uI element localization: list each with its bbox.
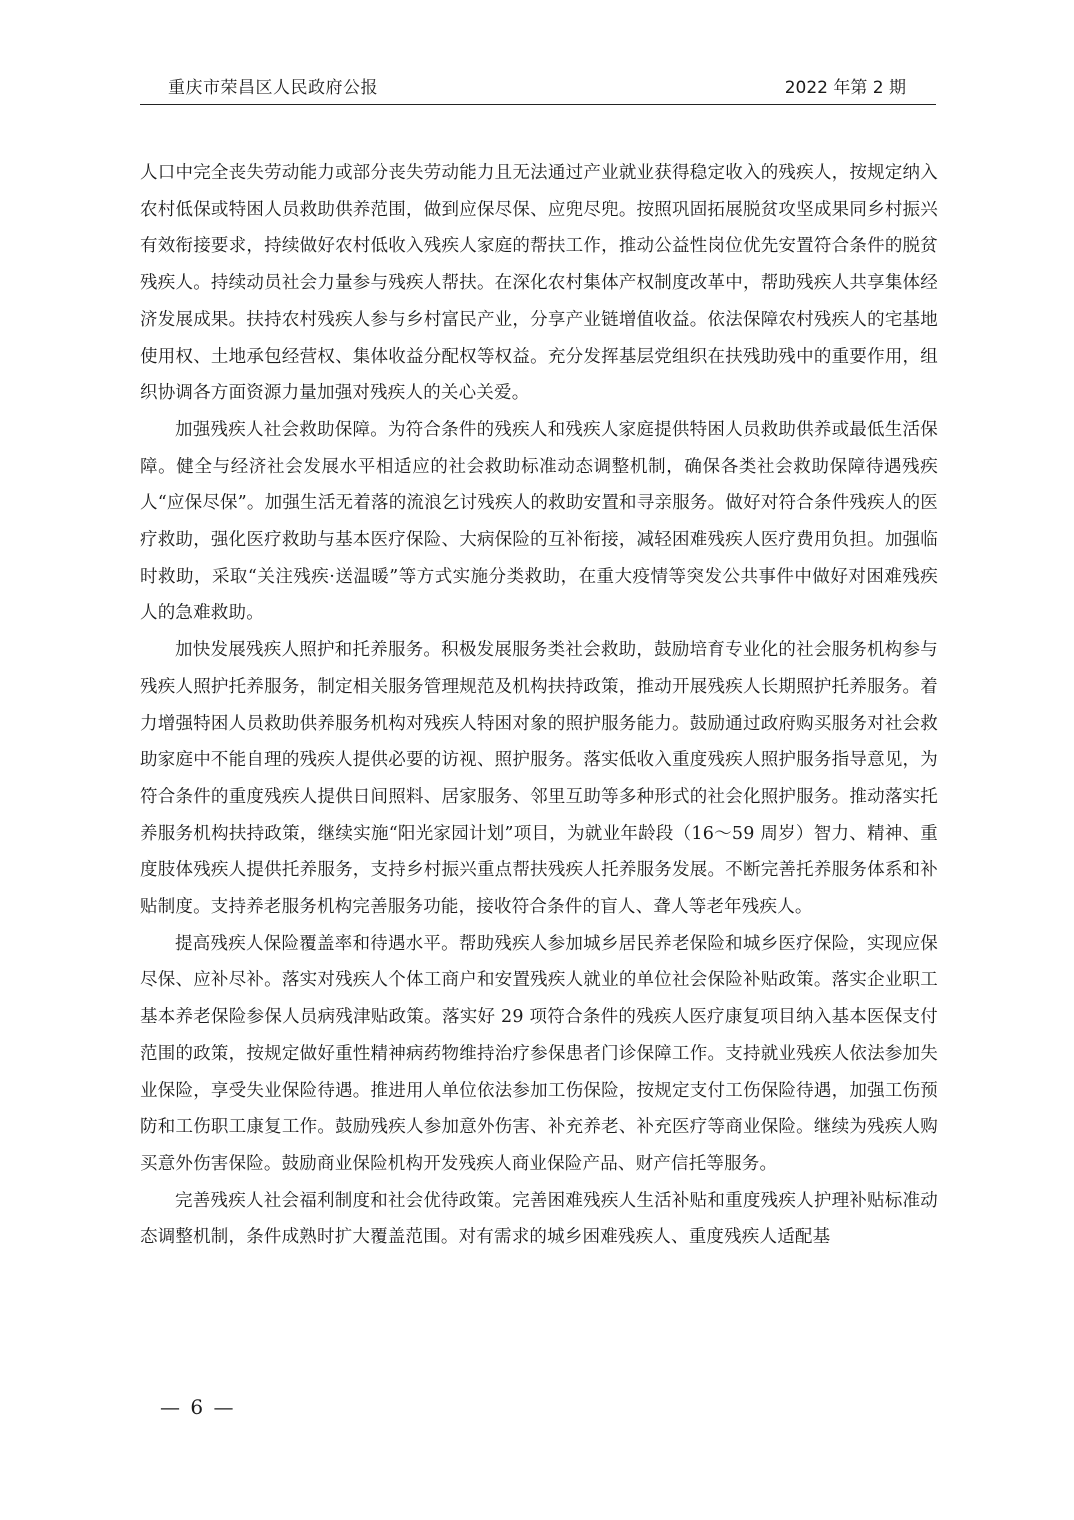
issue-number: 2022 年第 2 期 [784,78,906,98]
publication-title: 重庆市荣昌区人民政府公报 [168,78,378,98]
page-number: — 6 — [160,1395,236,1419]
paragraph-welfare: 完善残疾人社会福利制度和社会优待政策。完善困难残疾人生活补贴和重度残疾人护理补贴标准动态调整机制，条件成熟时扩大覆盖范围。对有需求的城乡困难残疾人、重度残疾人适配基 [140,1190,938,1248]
paragraph-insurance: 提高残疾人保险覆盖率和待遇水平。帮助残疾人参加城乡居民养老保险和城乡医疗保险，实现应保尽保、应补尽补。落实对残疾人个体工商户和安置残疾人就业的单位社会保险补贴政策。落实企业职工基本养老保险参保人员病残津贴政策。落实好 29 项符合条件的残疾人医疗康复项目纳入基本医保支付范围的政策，按规定做好重性精神病药物维持治疗参保患者门诊保障工作。支持就业残疾人依法参加失业保险，享受失业保险待遇。推进用人单位依法参加工伤保险，按规定支付工伤保险待遇，加强工伤预防和工伤职工康复工作。鼓励残疾人参加意外伤害、补充养老、补充医疗等商业保险。继续为残疾人购买意外伤害保险。鼓励商业保险机构开发残疾人商业保险产品、财产信托等服务。 [140,933,938,1174]
paragraph-care-services: 加快发展残疾人照护和托养服务。积极发展服务类社会救助，鼓励培育专业化的社会服务机构参与残疾人照护托养服务，制定相关服务管理规范及机构扶持政策，推动开展残疾人长期照护托养服务。着力增强特困人员救助供养服务机构对残疾人特困对象的照护服务能力。鼓励通过政府购买服务对社会救助家庭中不能自理的残疾人提供必要的访视、照护服务。落实低收入重度残疾人照护服务指导意见，为符合条件的重度残疾人提供日间照料、居家服务、邻里互助等多种形式的社会化照护服务。推动落实托养服务机构扶持政策，继续实施“阳光家园计划”项目，为就业年龄段（16～59 周岁）智力、精神、重度肢体残疾人提供托养服务，支持乡村振兴重点帮扶残疾人托养服务发展。不断完善托养服务体系和补贴制度。支持养老服务机构完善服务功能，接收符合条件的盲人、聋人等老年残疾人。 [140,640,938,918]
paragraph-continued: 人口中完全丧失劳动能力或部分丧失劳动能力且无法通过产业就业获得稳定收入的残疾人，按规定纳入农村低保或特困人员救助供养范围，做到应保尽保、应兜尽兜。按照巩固拓展脱贫攻坚成果同乡村振兴有效衔接要求，持续做好农村低收入残疾人家庭的帮扶工作，推动公益性岗位优先安置符合条件的脱贫残疾人。持续动员社会力量参与残疾人帮扶。在深化农村集体产权制度改革中，帮助残疾人共享集体经济发展成果。扶持农村残疾人参与乡村富民产业，分享产业链增值收益。依法保障农村残疾人的宅基地使用权、土地承包经营权、集体收益分配权等权益。充分发挥基层党组织在扶残助残中的重要作用，组织协调各方面资源力量加强对残疾人的关心关爱。 [140,163,938,404]
page-header [140,76,936,105]
article-body [140,155,938,1256]
paragraph-social-assistance: 加强残疾人社会救助保障。为符合条件的残疾人和残疾人家庭提供特困人员救助供养或最低生活保障。健全与经济社会发展水平相适应的社会救助标准动态调整机制，确保各类社会救助保障待遇残疾人“应保尽保”。加强生活无着落的流浪乞讨残疾人的救助安置和寻亲服务。做好对符合条件残疾人的医疗救助，强化医疗救助与基本医疗保险、大病保险的互补衔接，减轻困难残疾人医疗费用负担。加强临时救助，采取“关注残疾·送温暖”等方式实施分类救助，在重大疫情等突发公共事件中做好对困难残疾人的急难救助。 [140,419,938,624]
